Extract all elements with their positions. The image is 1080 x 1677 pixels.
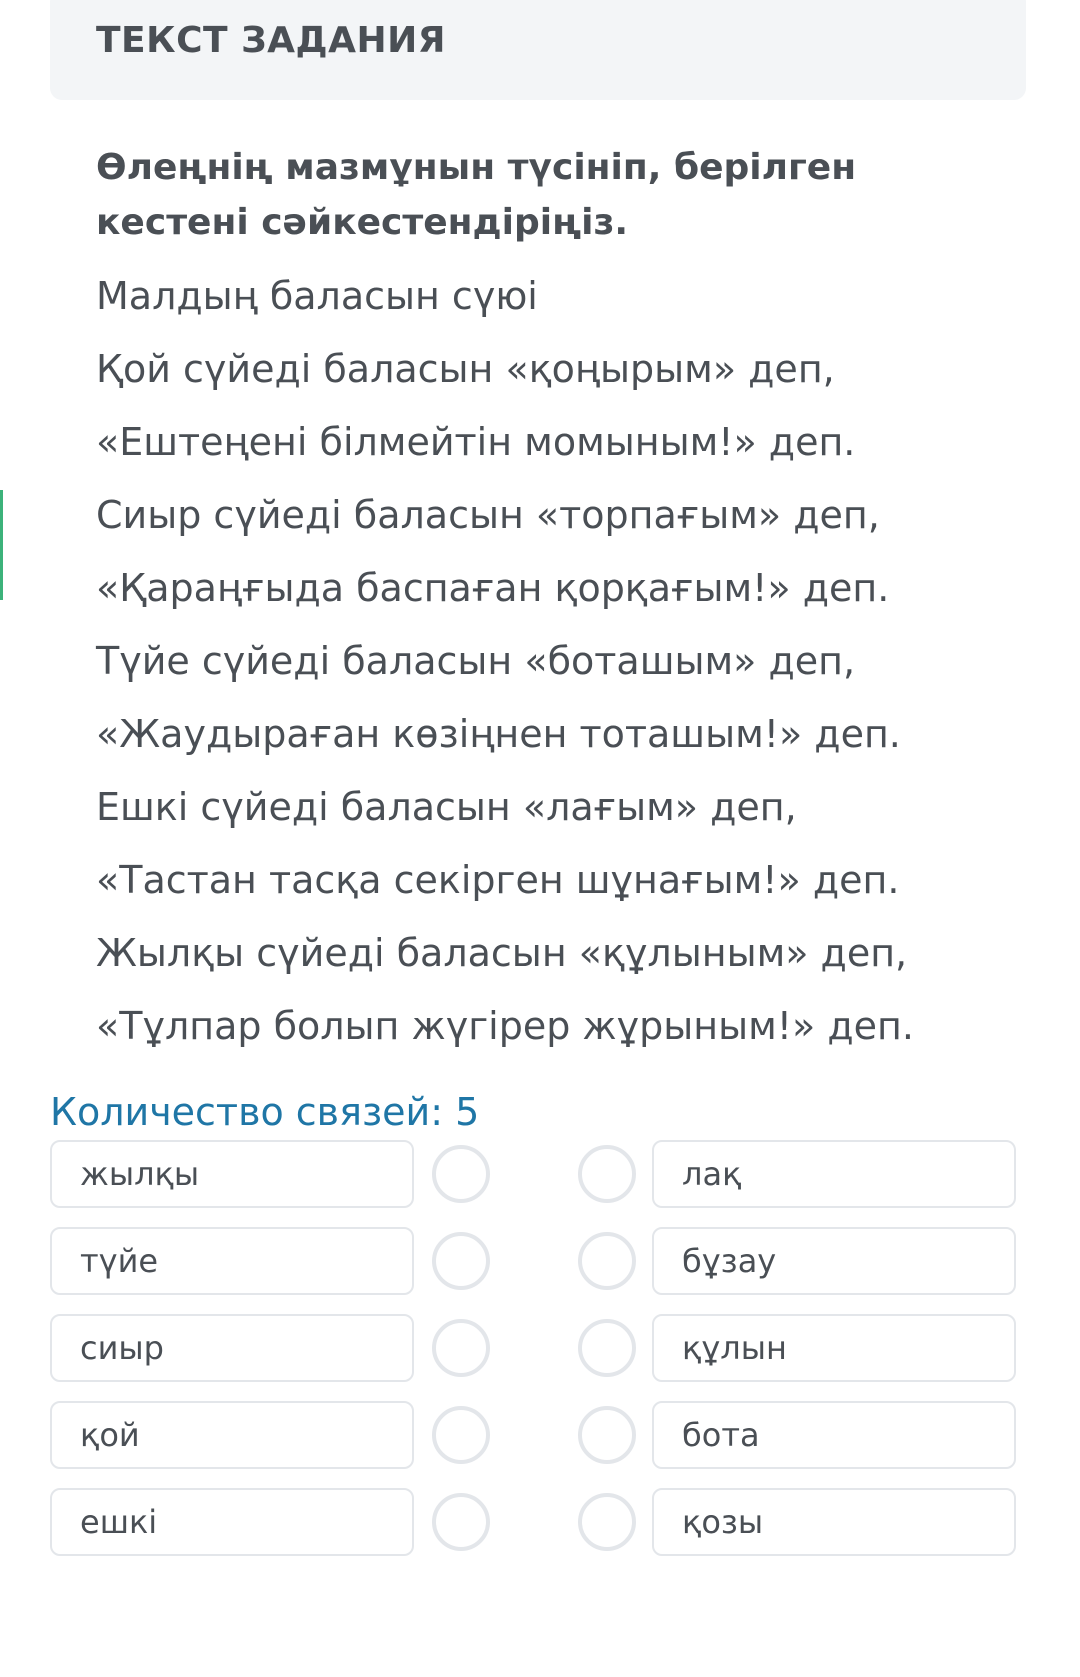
match-row: [0, 1401, 1080, 1473]
task-instruction: Өлеңнің мазмұнын түсініп, берілген кестені сәйкестендіріңіз.: [96, 147, 857, 243]
right-match-item[interactable]: қозы: [652, 1488, 1016, 1556]
right-match-item[interactable]: бұзау: [652, 1227, 1016, 1295]
match-row: [0, 1140, 1080, 1212]
match-row: [0, 1488, 1080, 1560]
match-row: [0, 1314, 1080, 1386]
left-connector-dot[interactable]: [432, 1406, 490, 1464]
poem-line: Жылқы сүйеді баласын «құлыным» деп,: [96, 931, 908, 975]
right-match-item[interactable]: лақ: [652, 1140, 1016, 1208]
left-connector-dot[interactable]: [432, 1319, 490, 1377]
poem-line: «Жаудыраған көзіңнен тоташым!» деп.: [96, 712, 901, 756]
left-match-item[interactable]: ешкі: [50, 1488, 414, 1556]
poem-line: «Қараңғыда баспаған қорқағым!» деп.: [96, 566, 890, 610]
left-connector-dot[interactable]: [432, 1493, 490, 1551]
poem-line: Сиыр сүйеді баласын «торпағым» деп,: [96, 493, 880, 537]
right-connector-dot[interactable]: [578, 1493, 636, 1551]
right-connector-dot[interactable]: [578, 1406, 636, 1464]
poem-line: Ешкі сүйеді баласын «лағым» деп,: [96, 785, 797, 829]
left-match-item[interactable]: жылқы: [50, 1140, 414, 1208]
poem-line: Түйе сүйеді баласын «боташым» деп,: [96, 639, 856, 683]
right-connector-dot[interactable]: [578, 1145, 636, 1203]
poem-line: Малдың баласын сүюі: [96, 274, 538, 318]
poem-line: «Тұлпар болып жүгірер жұрыным!» деп.: [96, 1004, 914, 1048]
task-header-title: ТЕКСТ ЗАДАНИЯ: [96, 20, 446, 61]
left-accent-bar: [0, 490, 3, 600]
left-connector-dot[interactable]: [432, 1145, 490, 1203]
connections-count: Количество связей: 5: [50, 1090, 480, 1134]
poem-line: «Ештеңені білмейтін момыным!» деп.: [96, 420, 856, 464]
right-connector-dot[interactable]: [578, 1232, 636, 1290]
left-connector-dot[interactable]: [432, 1232, 490, 1290]
left-match-item[interactable]: сиыр: [50, 1314, 414, 1382]
poem-line: Қой сүйеді баласын «қоңырым» деп,: [96, 347, 835, 391]
poem-text: [96, 266, 1046, 1069]
left-match-item[interactable]: түйе: [50, 1227, 414, 1295]
poem-line: «Тастан тасқа секірген шұнағым!» деп.: [96, 858, 900, 902]
right-match-item[interactable]: құлын: [652, 1314, 1016, 1382]
right-match-item[interactable]: бота: [652, 1401, 1016, 1469]
right-connector-dot[interactable]: [578, 1319, 636, 1377]
left-match-item[interactable]: қой: [50, 1401, 414, 1469]
match-row: [0, 1227, 1080, 1299]
